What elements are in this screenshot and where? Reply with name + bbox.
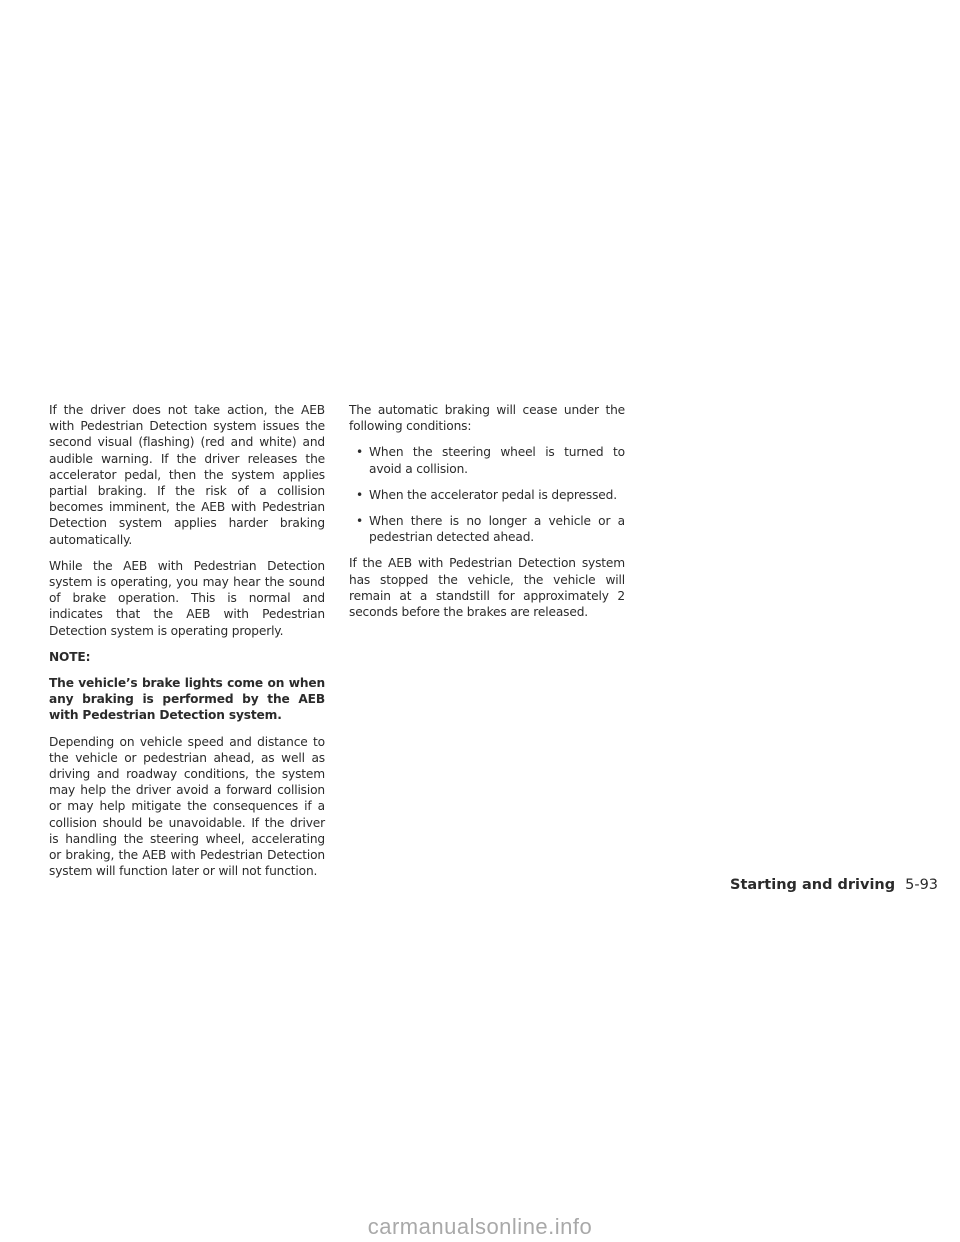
cease-conditions-list [349, 444, 625, 545]
list-item-text: When the steering wheel is turned to avoid a collision. [369, 445, 625, 476]
note-title: NOTE: [49, 649, 91, 664]
bullet-icon: • [356, 445, 364, 460]
paragraph-standstill: If the AEB with Pedestrian Detection system has stopped the vehicle, the vehicle will remain at a standstill for approximately 2 seconds before the brakes are released. [349, 556, 625, 620]
list-item [349, 444, 625, 476]
right-column [349, 402, 625, 630]
page-footer [730, 877, 938, 893]
paragraph-conditions: Depending on vehicle speed and distance to the vehicle or pedestrian ahead, as well as driving and roadway conditions, the system may help the driver avoid a forward collision or may help mitigate the consequences if a collision should be unavoidable. If the driver is handling the steering wheel, accelerating or braking, the AEB with Pedestrian Detection system will function later or will not function. [49, 734, 325, 879]
watermark: carmanualsonline.info [367, 1214, 593, 1239]
list-item [349, 513, 625, 545]
paragraph-cease-intro: The automatic braking will cease under the following conditions: [349, 403, 625, 434]
left-column [49, 402, 325, 889]
bullet-icon: • [356, 514, 364, 529]
paragraph-first-warning: If the driver does not take action, the AEB with Pedestrian Detection system issues the second visual (flashing) (red and white) and audible warning. If the driver releases the accelerator pedal, then the system applies partial braking. If the risk of a collision becomes imminent, the AEB with Pedestrian Detection system applies harder braking automatically. [49, 403, 325, 547]
list-item-text: When the accelerator pedal is depressed. [369, 487, 617, 502]
list-item-text: When there is no longer a vehicle or a pedestrian detected ahead. [369, 514, 625, 545]
page-number: 5-93 [905, 877, 939, 893]
footer-section-title: Starting and driving [730, 877, 896, 893]
bullet-icon: • [356, 487, 364, 502]
paragraph-brake-sound: While the AEB with Pedestrian Detection system is operating, you may hear the sound of brake operation. This is normal and indicates that the AEB with Pedestrian Detection system is operating properly. [49, 558, 325, 638]
list-item [349, 487, 625, 503]
note-body: The vehicle’s brake lights come on when any braking is performed by the AEB with Pedestrian Detection system. [49, 676, 325, 723]
